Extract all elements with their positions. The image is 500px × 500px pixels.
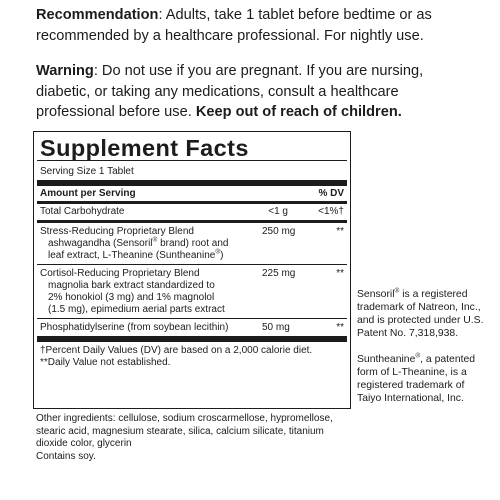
supplement-facts-panel <box>33 131 351 409</box>
suntheanine-trademark-note: Suntheanine®, a patented form of L-Theanine, is a registered trademark of Taiyo International, Inc. <box>357 352 476 404</box>
other-ingredients-text: Other ingredients: cellulose, sodium croscarmellose, hypromellose, stearic acid, magnesium stearate, silica, calcium silicate, titanium dioxide color, glycerin <box>36 413 333 449</box>
blend-amount: 225 mg <box>262 268 296 279</box>
blend-dv: ** <box>336 268 344 279</box>
nutrient-name: Total Carbohydrate <box>40 206 125 217</box>
recommendation-text <box>36 5 480 46</box>
serving-size: Serving Size 1 Tablet <box>40 166 134 177</box>
supplement-facts-title: Supplement Facts <box>40 135 249 161</box>
blend-line: leaf extract, L-Theanine (Suntheanine®) <box>48 248 224 261</box>
contains-text: Contains soy. <box>36 450 96 462</box>
warning-text <box>36 61 480 123</box>
recommendation-body: : Adults, take 1 tablet before bedtime or as recommended by a healthcare professional. For nightly use. <box>36 7 432 44</box>
facts-header-row <box>37 186 347 201</box>
blend-line: magnolia bark extract standardized to <box>48 280 215 291</box>
blend-name: Cortisol-Reducing Proprietary Blend <box>40 268 200 279</box>
blend-amount: 250 mg <box>262 226 296 237</box>
facts-row-stress-blend <box>37 223 347 264</box>
blend-dv: ** <box>336 226 344 237</box>
blend-line: 2% honokiol (3 mg) and 1% magnolol <box>48 292 215 303</box>
blend-line: ashwagandha (Sensoril® brand) root and <box>48 236 229 249</box>
recommendation-label: Recommendation <box>36 7 159 23</box>
warning-body: : Do not use if you are pregnant. If you are nursing, diabetic, or taking any medications, consult a healthcare professional before use. <box>36 63 424 120</box>
warning-emphasis: Keep out of reach of children. <box>195 104 402 120</box>
blend-line: (1.5 mg), epimedium aerial parts extract <box>48 304 225 315</box>
nutrient-amount: <1 g <box>268 206 288 217</box>
blend-ingredients <box>40 268 262 316</box>
dv-header: % DV <box>318 188 344 199</box>
nutrient-dv: <1%† <box>318 206 344 217</box>
blend-ingredients <box>40 226 262 262</box>
blend-name: Stress-Reducing Proprietary Blend <box>40 226 194 237</box>
facts-footnote-dv: †Percent Daily Values (DV) are based on a 2,000 calorie diet. <box>40 345 313 356</box>
warning-label: Warning <box>36 63 94 79</box>
facts-footnote-daily-value: **Daily Value not established. <box>40 357 171 368</box>
nutrient-dv: ** <box>336 322 344 333</box>
other-ingredients <box>36 413 354 463</box>
sensoril-trademark-note: Sensoril® is a registered trademark of Natreon, Inc., and is protected under U.S. Patent No. 7,318,938. <box>357 287 484 339</box>
amount-per-serving-header: Amount per Serving <box>40 188 136 199</box>
facts-row-cortisol-blend <box>37 265 347 318</box>
nutrient-name: Phosphatidylserine (from soybean lecithin) <box>40 322 229 333</box>
facts-row-phosphatidylserine <box>37 319 347 336</box>
facts-row-carbohydrate <box>37 204 347 220</box>
nutrient-amount: 50 mg <box>262 322 290 333</box>
